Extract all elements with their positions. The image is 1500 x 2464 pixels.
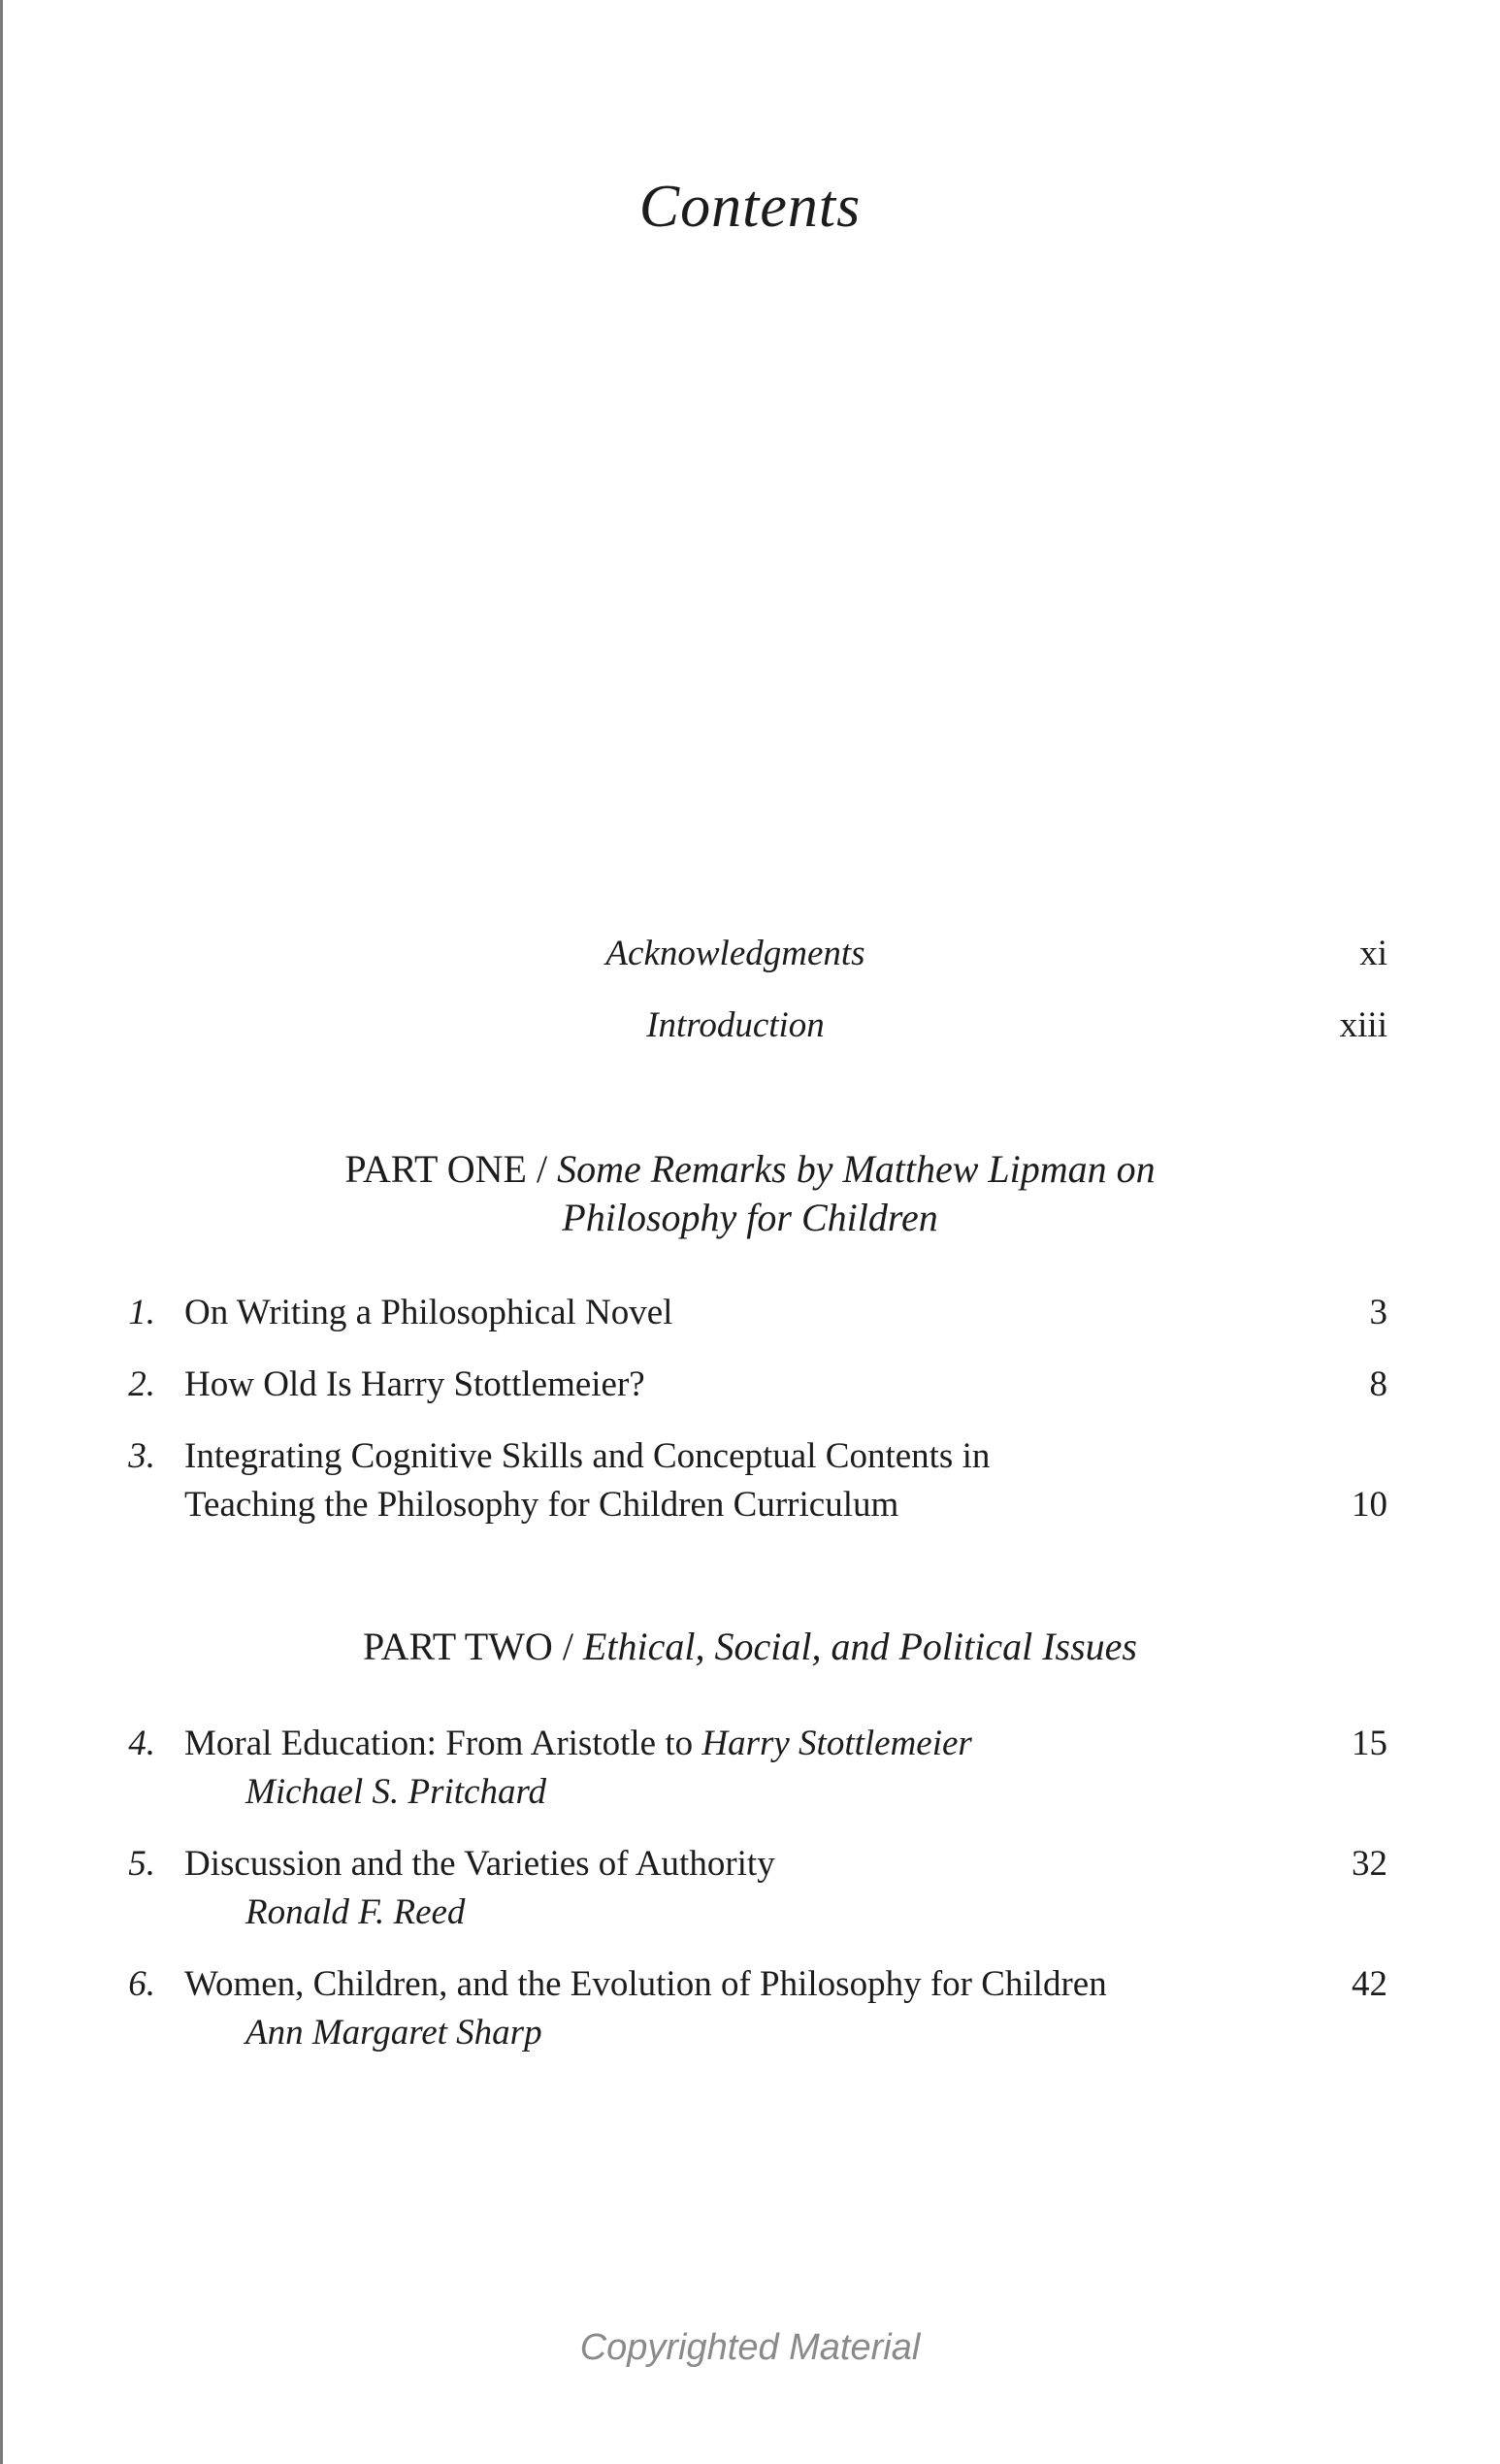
chapter-number: 1.: [128, 1293, 155, 1332]
chapter-page: 15: [1352, 1724, 1387, 1763]
toc-entry-acknowledgments[interactable]: [0, 930, 1500, 978]
chapter-author: Michael S. Pritchard: [245, 1772, 546, 1812]
chapter-title: [184, 1720, 1252, 1768]
part-one-heading: [0, 1145, 1500, 1242]
chapter-number: 6.: [128, 1964, 155, 2004]
part-title: Some Remarks by Matthew Lipman on: [557, 1147, 1156, 1191]
chapter-title-text: Moral Education: From Aristotle to: [184, 1724, 702, 1763]
chapter-title: Discussion and the Varieties of Authority: [184, 1844, 775, 1884]
toc-entry-title: Acknowledgments: [605, 934, 865, 973]
chapter-number: 2.: [128, 1364, 155, 1404]
chapter-page: 10: [1352, 1485, 1387, 1525]
part-label: PART ONE /: [344, 1147, 558, 1191]
toc-entry-page: xi: [1359, 934, 1387, 973]
page-title: Contents: [638, 174, 862, 240]
chapter-number: 4.: [128, 1724, 155, 1763]
chapter-number: 5.: [128, 1844, 155, 1884]
part-two-heading: [0, 1623, 1500, 1671]
chapter-page: 32: [1352, 1844, 1387, 1884]
part-title-continued: Philosophy for Children: [562, 1196, 938, 1239]
chapter-title: On Writing a Philosophical Novel: [184, 1293, 673, 1332]
chapter-title-italic: Harry Stottlemeier: [701, 1724, 972, 1763]
chapter-title: Women, Children, and the Evolution of Philosophy for Children: [184, 1964, 1107, 2004]
chapter-page: 42: [1352, 1964, 1387, 2004]
chapter-title-continued: Teaching the Philosophy for Children Curriculum: [184, 1485, 899, 1525]
chapter-title: Integrating Cognitive Skills and Conceptual Contents in: [184, 1436, 991, 1476]
toc-entry-introduction[interactable]: [0, 1002, 1500, 1050]
copyright-footer: Copyrighted Material: [579, 2327, 921, 2368]
chapter-author: Ronald F. Reed: [245, 1892, 466, 1932]
chapter-page: 8: [1369, 1364, 1387, 1404]
part-heading-line: [0, 1145, 1500, 1194]
toc-entry-title: Introduction: [646, 1005, 825, 1045]
part-title: Ethical, Social, and Political Issues: [582, 1625, 1137, 1668]
chapter-page: 3: [1369, 1293, 1387, 1332]
chapter-number: 3.: [128, 1436, 155, 1476]
chapter-author: Ann Margaret Sharp: [245, 2013, 542, 2053]
toc-entry-page: xiii: [1339, 1005, 1387, 1045]
chapter-title: How Old Is Harry Stottlemeier?: [184, 1364, 645, 1404]
part-label: PART TWO /: [363, 1625, 583, 1668]
